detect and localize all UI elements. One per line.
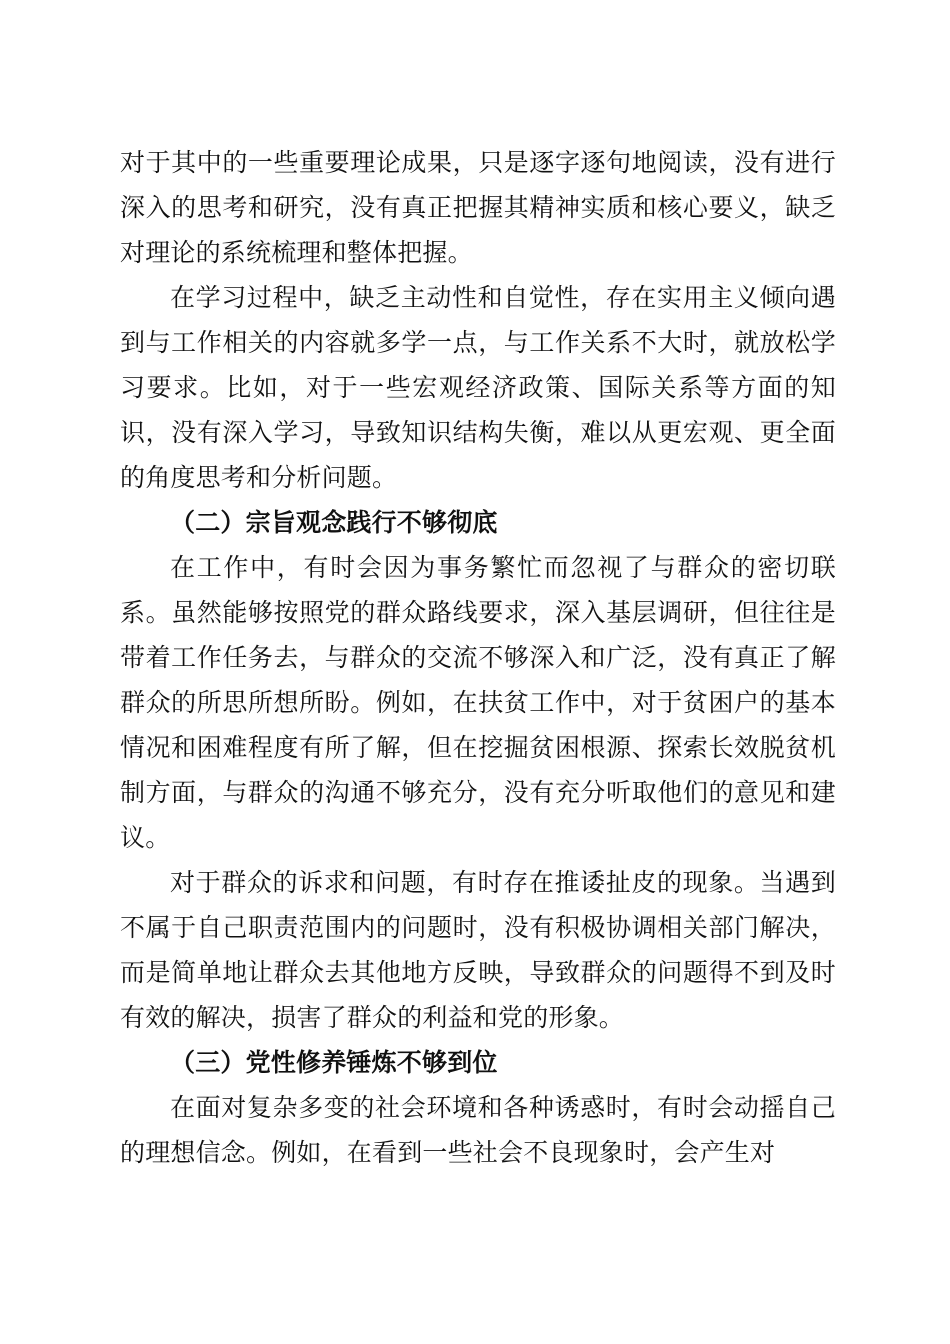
paragraph-theory-study: 对于其中的一些重要理论成果，只是逐字逐句地阅读，没有进行深入的思考和研究，没有真正把握其精神实质和核心要义，缺乏对理论的系统梳理和整体把握。 bbox=[120, 148, 836, 267]
section-heading-3: （三）党性修养锤炼不够到位 bbox=[170, 1048, 498, 1077]
paragraph-buck-passing: 对于群众的诉求和问题，有时存在推诿扯皮的现象。当遇到不属于自己职责范围内的问题时，没有积极协调相关部门解决，而是简单地让群众去其他地方反映，导致群众的问题得不到及时有效的解决，损害了群众的利益和党的形象。 bbox=[120, 868, 836, 1032]
paragraph-party-spirit: 在面对复杂多变的社会环境和各种诱惑时，有时会动摇自己的理想信念。例如，在看到一些社会不良现象时，会产生对 bbox=[120, 1093, 836, 1167]
paragraph-learning-initiative: 在学习过程中，缺乏主动性和自觉性，存在实用主义倾向遇到与工作相关的内容就多学一点，与工作关系不大时，就放松学习要求。比如，对于一些宏观经济政策、国际关系等方面的知识，没有深入学习，导致知识结构失衡，难以从更宏观、更全面的角度思考和分析问题。 bbox=[120, 283, 836, 492]
document-body bbox=[120, 140, 836, 1175]
section-heading-2: （二）宗旨观念践行不够彻底 bbox=[170, 508, 498, 537]
paragraph-mass-contact: 在工作中，有时会因为事务繁忙而忽视了与群众的密切联系。虽然能够按照党的群众路线要求，深入基层调研，但往往是带着工作任务去，与群众的交流不够深入和广泛，没有真正了解群众的所思所想所盼。例如，在扶贫工作中，对于贫困户的基本情况和困难程度有所了解，但在挖掘贫困根源、探索长效脱贫机制方面，与群众的沟通不够充分，没有充分听取他们的意见和建议。 bbox=[120, 553, 836, 852]
